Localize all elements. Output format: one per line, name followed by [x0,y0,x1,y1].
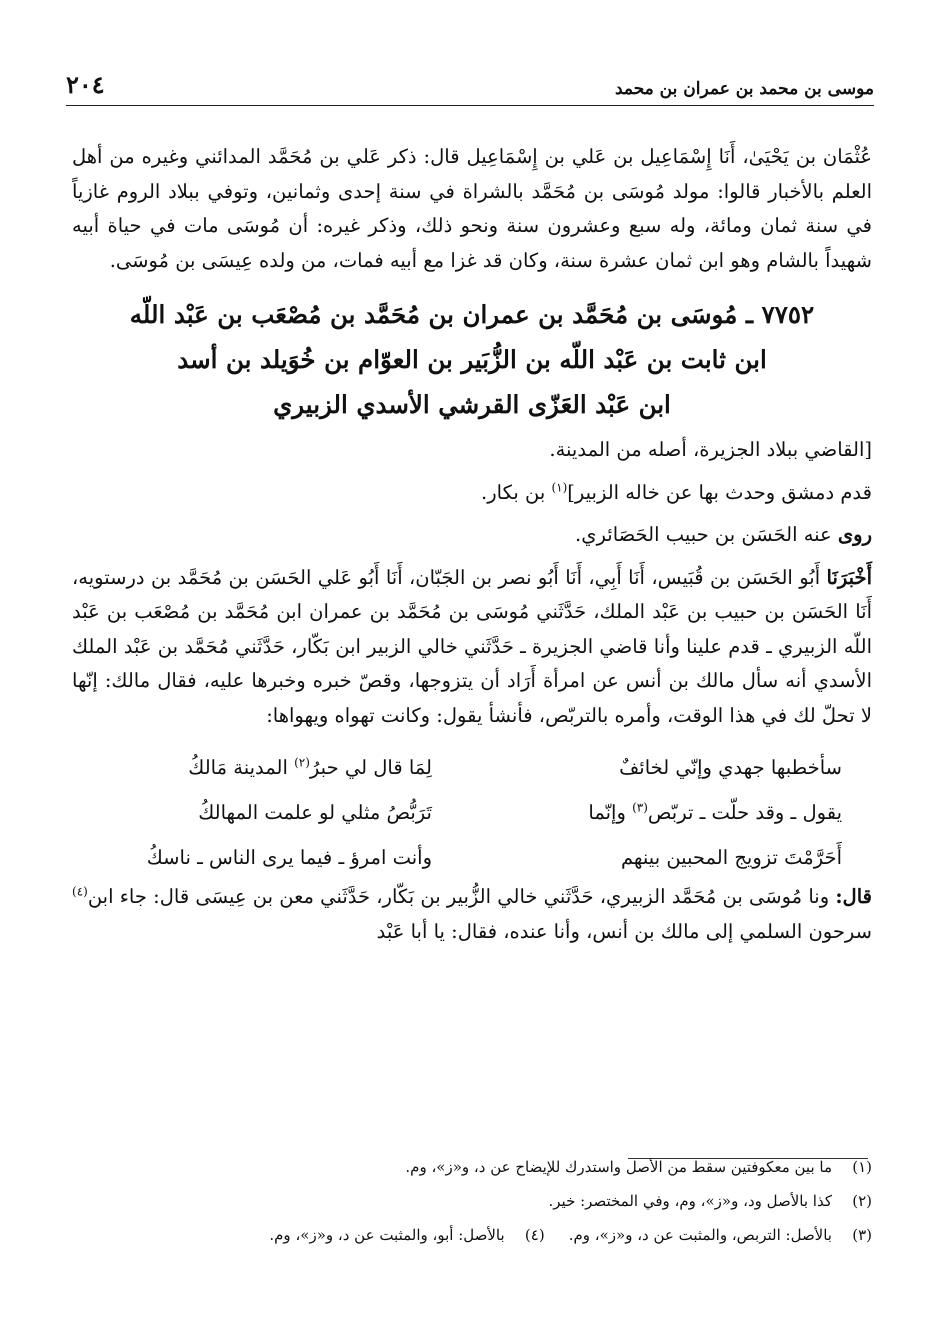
poem-hemistich: سأخطبها جهدي وإنّي لخائفٌ [619,756,842,779]
footnotes [72,1150,872,1252]
closing-paragraph: قال: ونا مُوسَى بن مُحَمَّد الزبيري، حَدَّثَني خالي الزُّبير بن بَكّار، حَدَّثَني معن بن عِيسَى قال: جاء ابن$^{(٤)}$ سرحون السلمي إلى مالك بن أنس، وأنا عنده، فقال: يا أبا عَبْد [72,884,872,943]
poem-hemistich: يقول ـ وقد حلّت ـ تربّص$^{(٣)}$ وإنّما [588,800,842,824]
damascus-line: قدم دمشق وحدث بها عن خاله الزبير]$^{(١)}$ بن بكار. [481,480,872,504]
page-header [66,62,874,106]
footnote: (٣) بالأصل: التربص، والمثبت عن د، و«ز»، وم. (٤) بالأصل: أبو، والمثبت عن د، و«ز»، وم. [269,1226,872,1244]
poem [72,747,872,878]
poem-hemistich: أَحَرَّمْتَ تزويج المحبين بينهم [620,846,842,869]
akhbarana-paragraph: أَخْبَرَنَا أَبُو الحَسَن بن قُبَيس، أَنَا أَبِي، أَنَا أَبُو نصر بن الجَبّان، أَنَا أَبُو عَلي الحَسَن بن مُحَمَّد بن درستويه، أَنَا الحَسَن بن حبيب بن عَبْد الملك، حَدَّثَني مُوسَى بن مُحَمَّد بن عمران ابن مُحَمَّد بن مُصْعَب بن عَبْد اللّه الزبيري ـ قدم علينا وأنا قاضي الجزيرة ـ حَدَّثَني خالي الزبير ابن بَكّار، حَدَّثَني مُحَمَّد بن عَبْد الملك الأسدي أنه سأل مالك بن أنس عن امرأة أَرَاد أن يتزوجها، وقصّ خبره وخبرها عليه، فقال مالك: إنّها لا تحلّ لك في هذا الوقت، وأمره بالتربّص، فأنشأ يقول: وكانت تهواه ويهواها: [72,565,872,727]
footnote-ref[interactable]: (٣) [632,800,648,815]
footnote-ref[interactable]: (١) [551,480,568,494]
poem-hemistich: تَرَبُّصُ مثلي لو علمت المهالكُ [198,801,432,824]
footnote: (١) ما بين معكوفتين سقط من الأصل واستدرك للإيضاح عن د، و«ز»، وم. [405,1158,872,1176]
akhbarana-keyword: أَخْبَرَنَا [826,565,872,589]
entry-title-line: ابن عَبْد العَزّى القرشي الأسدي الزبيري [273,390,671,419]
footnote-ref[interactable]: (٢) [294,755,310,770]
running-title: موسى بن محمد بن عمران بن محمد [614,79,874,99]
footnote-ref[interactable]: (٤) [72,884,88,899]
poem-hemistich: وأنت امرؤ ـ فيما يرى الناس ـ ناسكُ [146,846,432,869]
page-number: ٢٠٤ [66,70,105,99]
entry-title-line: ابن ثابت بن عَبْد اللّه بن الزُّبَير بن العوّام بن خُوَيلد بن أسد [177,345,767,374]
poem-hemistich: لِمَا قال لي حبرُ$^{(٢)}$ المدينة مَالكُ [188,755,432,779]
main-text [72,140,872,949]
judge-line: [القاضي ببلاد الجزيرة، أصله من المدينة. [549,438,872,461]
footnote: (٢) كذا بالأصل ود، و«ز»، وم، وفي المختصر: خير. [548,1192,872,1210]
rawa-line: روى عنه الحَسَن بن حبيب الحَصَائري. [575,523,872,546]
rawa-keyword: روى [837,523,872,546]
intro-paragraph: عُثْمَان بن يَحْيَىٰ، أَنَا إِسْمَاعِيل بن عَلي بن إِسْمَاعِيل قال: ذكر عَلي بن مُحَمَّد المدائني وغيره من أهل العلم بالأخبار قالوا: مولد مُوسَى بن مُحَمَّد بالشراة في سنة إحدى وثمانين، وتوفي ببلاد الروم غازياً في سنة ثمان ومائة، وله سبع وعشرون سنة ونحو ذلك، وذكر غيره: أن مُوسَى مات في حياة أبيه شهيداً بالشام وهو ابن ثمان عشرة سنة، وكان قد غزا مع أبيه فمات، من ولده عِيسَى بن مُوسَى. [72,145,872,272]
entry-title-line: ٧٧٥٢ ـ مُوسَى بن مُحَمَّد بن عمران بن مُحَمَّد بن مُصْعَب بن عَبْد اللّه [129,300,815,329]
qala-keyword: قال: [835,885,872,908]
entry-title [72,292,872,427]
